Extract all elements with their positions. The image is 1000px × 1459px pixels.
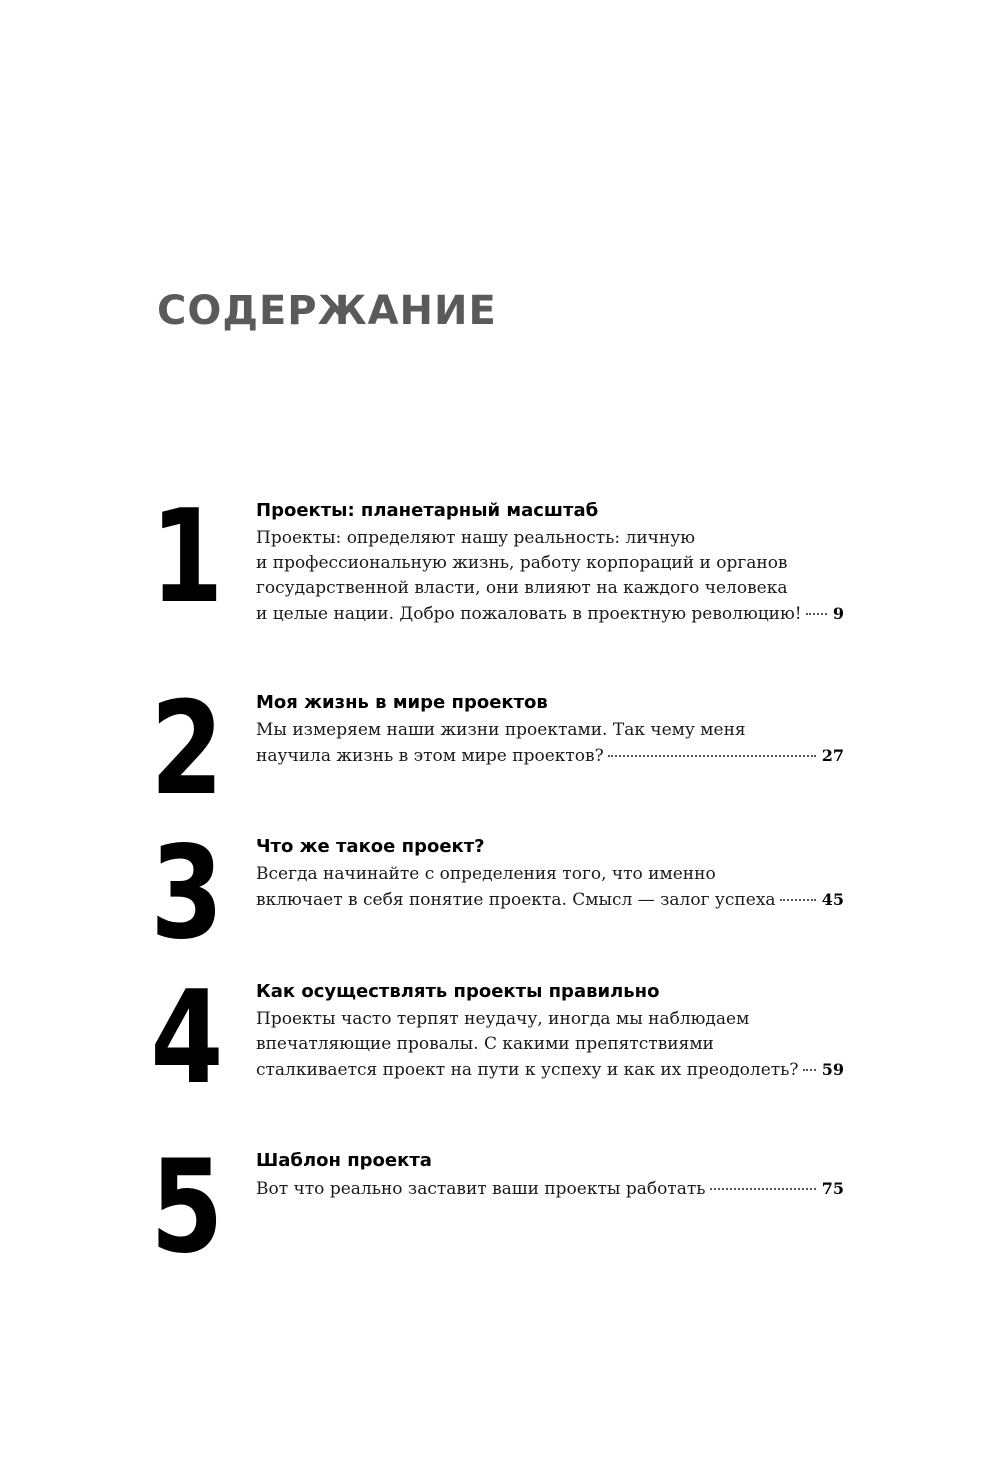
dot-leader — [806, 613, 827, 615]
chapter-number: 4 — [150, 964, 224, 1113]
chapter-body — [256, 498, 844, 627]
chapter-body — [256, 834, 844, 913]
dot-leader — [803, 1069, 816, 1071]
chapter-last-line — [256, 601, 844, 627]
dot-leader — [608, 755, 816, 757]
page-number: 27 — [821, 746, 844, 765]
dot-leader — [710, 1188, 816, 1190]
chapter-title: Проекты: планетарный масштаб — [256, 500, 599, 521]
page-number: 9 — [832, 604, 844, 623]
page-number: 45 — [821, 890, 844, 909]
chapter-description-line: Проекты: определяют нашу реальность: личную — [256, 528, 696, 548]
chapter-title: Что же такое проект? — [256, 836, 485, 857]
chapter-description-line: сталкивается проект на пути к успеху и как их преодолеть? — [256, 1060, 799, 1080]
chapter-description-line: научила жизнь в этом мире проектов? — [256, 746, 604, 766]
chapter-last-line — [256, 1057, 844, 1083]
chapter-body — [256, 690, 844, 769]
chapter-description-line: и профессиональную жизнь, работу корпораций и органов — [256, 553, 788, 573]
chapter-body — [256, 1148, 844, 1202]
chapter-number: 2 — [150, 675, 224, 824]
chapter-title: Как осуществлять проекты правильно — [256, 981, 660, 1002]
chapter-description-line: включает в себя понятие проекта. Смысл — залог успеха — [256, 890, 776, 910]
dot-leader — [780, 899, 816, 901]
chapter-description-line: Вот что реально заставит ваши проекты работать — [256, 1179, 706, 1199]
chapter-description-line: и целые нации. Добро пожаловать в проектную революцию! — [256, 604, 802, 624]
page-number: 59 — [821, 1060, 844, 1079]
chapter-number: 1 — [150, 483, 224, 632]
chapter-last-line — [256, 887, 844, 913]
chapter-description-line: государственной власти, они влияют на каждого человека — [256, 578, 788, 598]
chapter-last-line — [256, 1176, 844, 1202]
chapter-title: Моя жизнь в мире проектов — [256, 692, 548, 713]
chapter-number: 3 — [150, 819, 224, 968]
chapter-title: Шаблон проекта — [256, 1150, 432, 1171]
page-title: СОДЕРЖАНИЕ — [157, 288, 497, 334]
chapter-body — [256, 979, 844, 1083]
chapter-description-line: Всегда начинайте с определения того, что именно — [256, 864, 716, 884]
chapter-description-line: Проекты часто терпят неудачу, иногда мы наблюдаем — [256, 1009, 750, 1029]
chapter-description-line: Мы измеряем наши жизни проектами. Так чему меня — [256, 720, 746, 740]
chapter-description-line: впечатляющие провалы. С какими препятствиями — [256, 1034, 714, 1054]
chapter-number: 5 — [150, 1133, 224, 1282]
page-number: 75 — [821, 1179, 844, 1198]
chapter-last-line — [256, 743, 844, 769]
